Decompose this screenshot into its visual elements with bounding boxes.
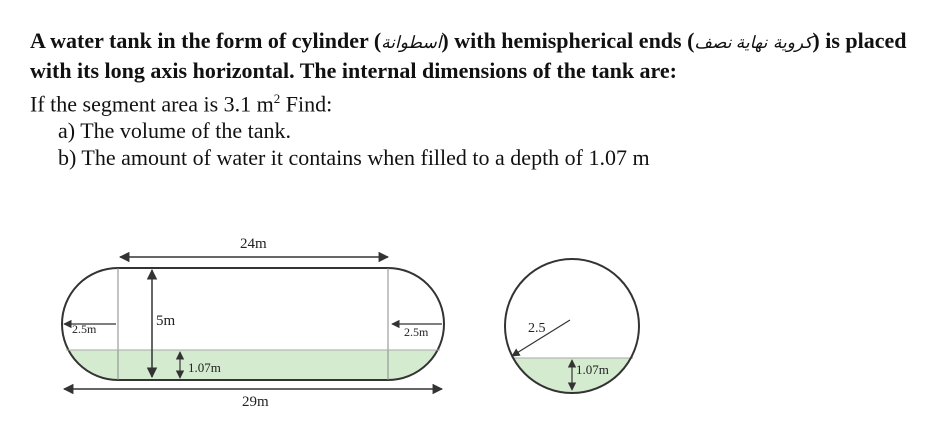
left-radius-label: 2.5m xyxy=(72,322,97,336)
depth-label: 1.07m xyxy=(188,360,221,375)
circle-radius-label: 2.5 xyxy=(528,321,546,336)
given-suffix: Find: xyxy=(280,91,333,117)
given-sup: 2 xyxy=(273,91,281,106)
cyl-length-label: 24m xyxy=(240,236,267,252)
arabic-cylinder: اسطوانة xyxy=(381,33,442,52)
heading-part1: A water tank in the form of cylinder ( xyxy=(30,28,382,53)
circle-depth-label: 1.07m xyxy=(576,362,609,377)
arabic-spherical: كروية xyxy=(772,33,813,52)
total-length-label: 29m xyxy=(242,394,269,410)
given-prefix: If the segment area is 3.1 m xyxy=(30,91,274,117)
diameter-label: 5m xyxy=(156,313,176,329)
right-radius-label: 2.5m xyxy=(404,325,429,339)
heading-part3: ) is placed with its long axis horizontal. The internal dimensions of the tank are: xyxy=(30,28,907,83)
part-a: a) The volume of the tank. xyxy=(58,118,291,144)
part-b: b) The amount of water it contains when filled to a depth of 1.07 m xyxy=(58,145,650,171)
arabic-hemisphere: نهاية نصف xyxy=(694,33,768,52)
heading-part2: ) with hemispherical ends ( xyxy=(441,28,695,53)
